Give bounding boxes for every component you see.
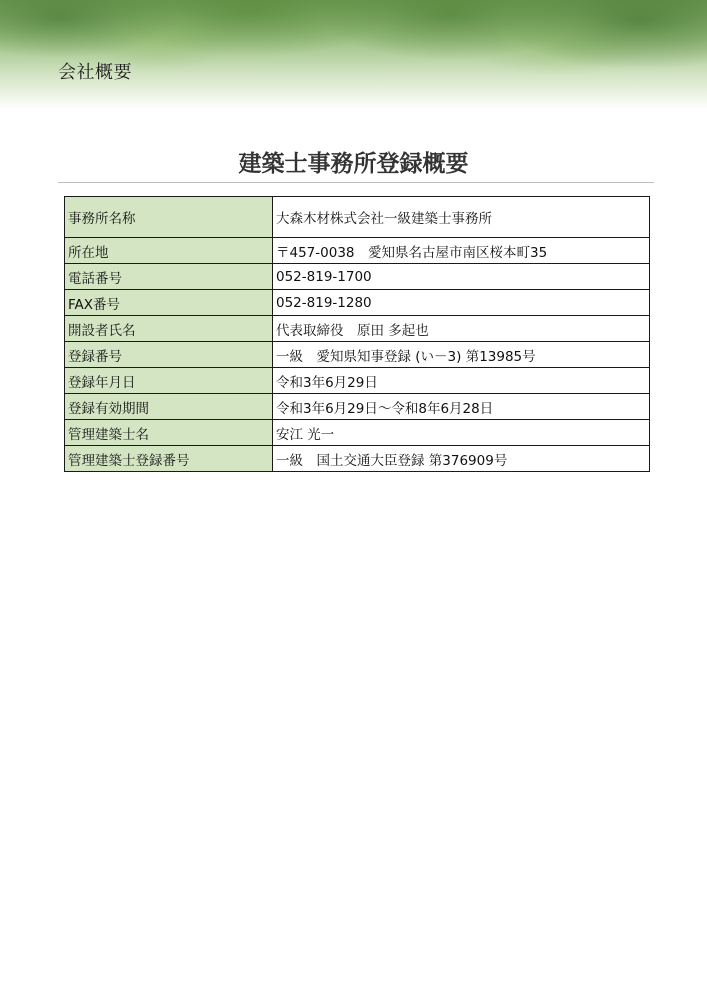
table-row [65, 197, 650, 238]
row-label: 登録有効期間 [65, 394, 273, 420]
table-row [65, 394, 650, 420]
table-row [65, 368, 650, 394]
row-value: 052-819-1700 [273, 264, 650, 290]
row-label: 所在地 [65, 238, 273, 264]
table-row [65, 238, 650, 264]
row-label: 登録番号 [65, 342, 273, 368]
row-label: 事務所名称 [65, 197, 273, 238]
row-value: 令和3年6月29日 [273, 368, 650, 394]
row-value: 安江 光一 [273, 420, 650, 446]
table-row [65, 342, 650, 368]
row-label: 開設者氏名 [65, 316, 273, 342]
table-row [65, 446, 650, 472]
table-row [65, 420, 650, 446]
row-label: 管理建築士登録番号 [65, 446, 273, 472]
row-value: 代表取締役 原田 多起也 [273, 316, 650, 342]
section-title: 会社概要 [58, 62, 132, 83]
row-value: 一級 国土交通大臣登録 第376909号 [273, 446, 650, 472]
title-divider [58, 182, 654, 183]
row-value: 052-819-1280 [273, 290, 650, 316]
row-label: FAX番号 [65, 290, 273, 316]
table-row [65, 316, 650, 342]
row-label: 管理建築士名 [65, 420, 273, 446]
row-value: 〒457-0038 愛知県名古屋市南区桜本町35 [273, 238, 650, 264]
registration-table [64, 196, 650, 472]
table-row [65, 264, 650, 290]
table-row [65, 290, 650, 316]
row-label: 登録年月日 [65, 368, 273, 394]
row-value: 令和3年6月29日～令和8年6月28日 [273, 394, 650, 420]
header-banner [0, 0, 707, 110]
row-label: 電話番号 [65, 264, 273, 290]
page-title: 建築士事務所登録概要 [238, 151, 469, 177]
row-value: 一級 愛知県知事登録 (い－3) 第13985号 [273, 342, 650, 368]
row-value: 大森木材株式会社一級建築士事務所 [273, 197, 650, 238]
